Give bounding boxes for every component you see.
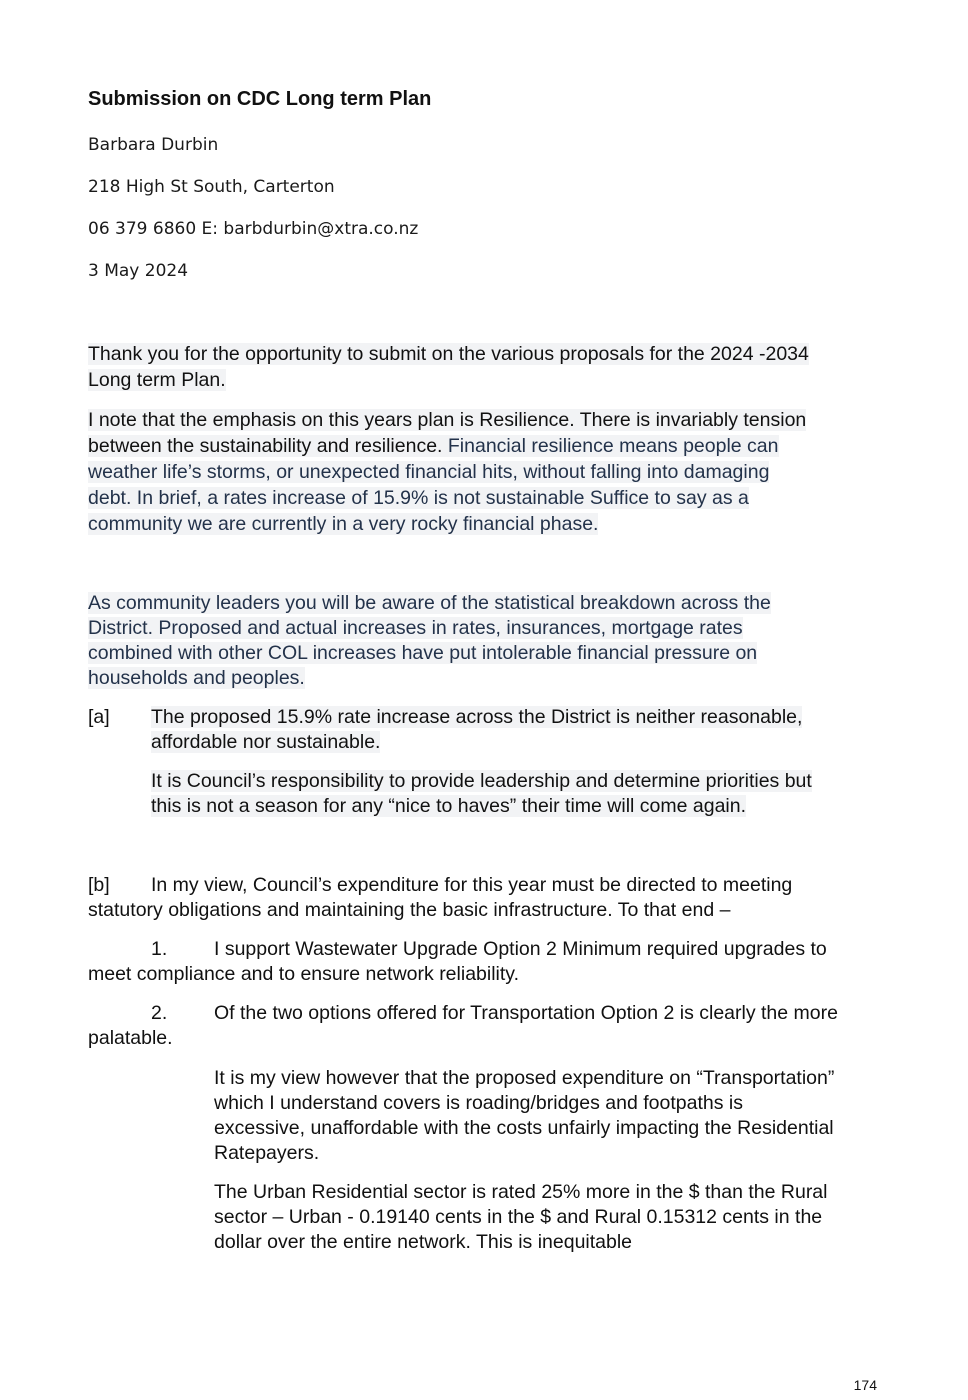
resilience-line: debt. In brief, a rates increase of 15.9% is not sustainable Suffice to say as a: [88, 487, 749, 509]
community-paragraph: [88, 591, 771, 691]
intro-line: Long term Plan.: [88, 369, 226, 391]
item-1-label: 1.: [151, 938, 168, 960]
intro-paragraph: [88, 341, 809, 393]
urban-rates-line: The Urban Residential sector is rated 25% more in the $ than the Rural: [214, 1181, 828, 1203]
item-2-line: Of the two options offered for Transportation Option 2 is clearly the more: [214, 1002, 838, 1024]
community-line: As community leaders you will be aware of the statistical breakdown across the: [88, 592, 771, 614]
resilience-line: community we are currently in a very rocky financial phase.: [88, 513, 599, 535]
page-number: 174: [853, 1377, 877, 1393]
point-a-leadership-paragraph: [151, 769, 812, 819]
author-contact: 06 379 6860 E: barbdurbin@xtra.co.nz: [88, 219, 419, 239]
intro-line: Thank you for the opportunity to submit on the various proposals for the 2024 -2034: [88, 343, 809, 365]
transportation-paragraph: [214, 1066, 834, 1166]
transportation-line: which I understand covers is roading/bridges and footpaths is: [214, 1092, 743, 1114]
point-a-line: The proposed 15.9% rate increase across the District is neither reasonable,: [151, 706, 803, 728]
urban-rates-paragraph: [214, 1180, 828, 1255]
point-b-line: In my view, Council’s expenditure for this year must be directed to meeting: [151, 874, 793, 896]
transportation-line: excessive, unaffordable with the costs unfairly impacting the Residential: [214, 1117, 834, 1139]
item-2-label: 2.: [151, 1002, 168, 1024]
transportation-line: It is my view however that the proposed expenditure on “Transportation”: [214, 1067, 835, 1089]
point-a-line: affordable nor sustainable.: [151, 731, 381, 753]
submission-date: 3 May 2024: [88, 261, 189, 281]
point-a-label: [a]: [88, 706, 110, 728]
resilience-line: I note that the emphasis on this years plan is Resilience. There is invariably tension: [88, 409, 807, 431]
author-name: Barbara Durbin: [88, 135, 219, 155]
author-address: 218 High St South, Carterton: [88, 177, 335, 197]
resilience-line: weather life’s storms, or unexpected financial hits, without falling into damaging: [88, 461, 770, 483]
resilience-line: Financial resilience means people can: [447, 435, 779, 457]
community-line: households and peoples.: [88, 667, 305, 689]
community-line: combined with other COL increases have put intolerable financial pressure on: [88, 642, 758, 664]
point-b-label: [b]: [88, 874, 110, 896]
urban-rates-line: dollar over the entire network. This is inequitable: [214, 1231, 633, 1253]
document-title: Submission on CDC Long term Plan: [88, 88, 432, 110]
item-2-line: palatable.: [88, 1027, 173, 1049]
resilience-line: between the sustainability and resilience.: [88, 435, 448, 457]
item-1-line: I support Wastewater Upgrade Option 2 Minimum required upgrades to: [214, 938, 827, 960]
community-line: District. Proposed and actual increases in rates, insurances, mortgage rates: [88, 617, 743, 639]
transportation-line: Ratepayers.: [214, 1142, 320, 1164]
resilience-paragraph: [88, 407, 806, 537]
point-b-line: statutory obligations and maintaining the basic infrastructure. To that end –: [88, 899, 731, 921]
point-a-leadership-line: this is not a season for any “nice to haves” their time will come again.: [151, 795, 747, 817]
item-1-line: meet compliance and to ensure network reliability.: [88, 963, 520, 985]
point-a-paragraph: [151, 705, 802, 755]
point-a-leadership-line: It is Council’s responsibility to provide leadership and determine priorities but: [151, 770, 812, 792]
urban-rates-line: sector – Urban - 0.19140 cents in the $ and Rural 0.15312 cents in the: [214, 1206, 823, 1228]
